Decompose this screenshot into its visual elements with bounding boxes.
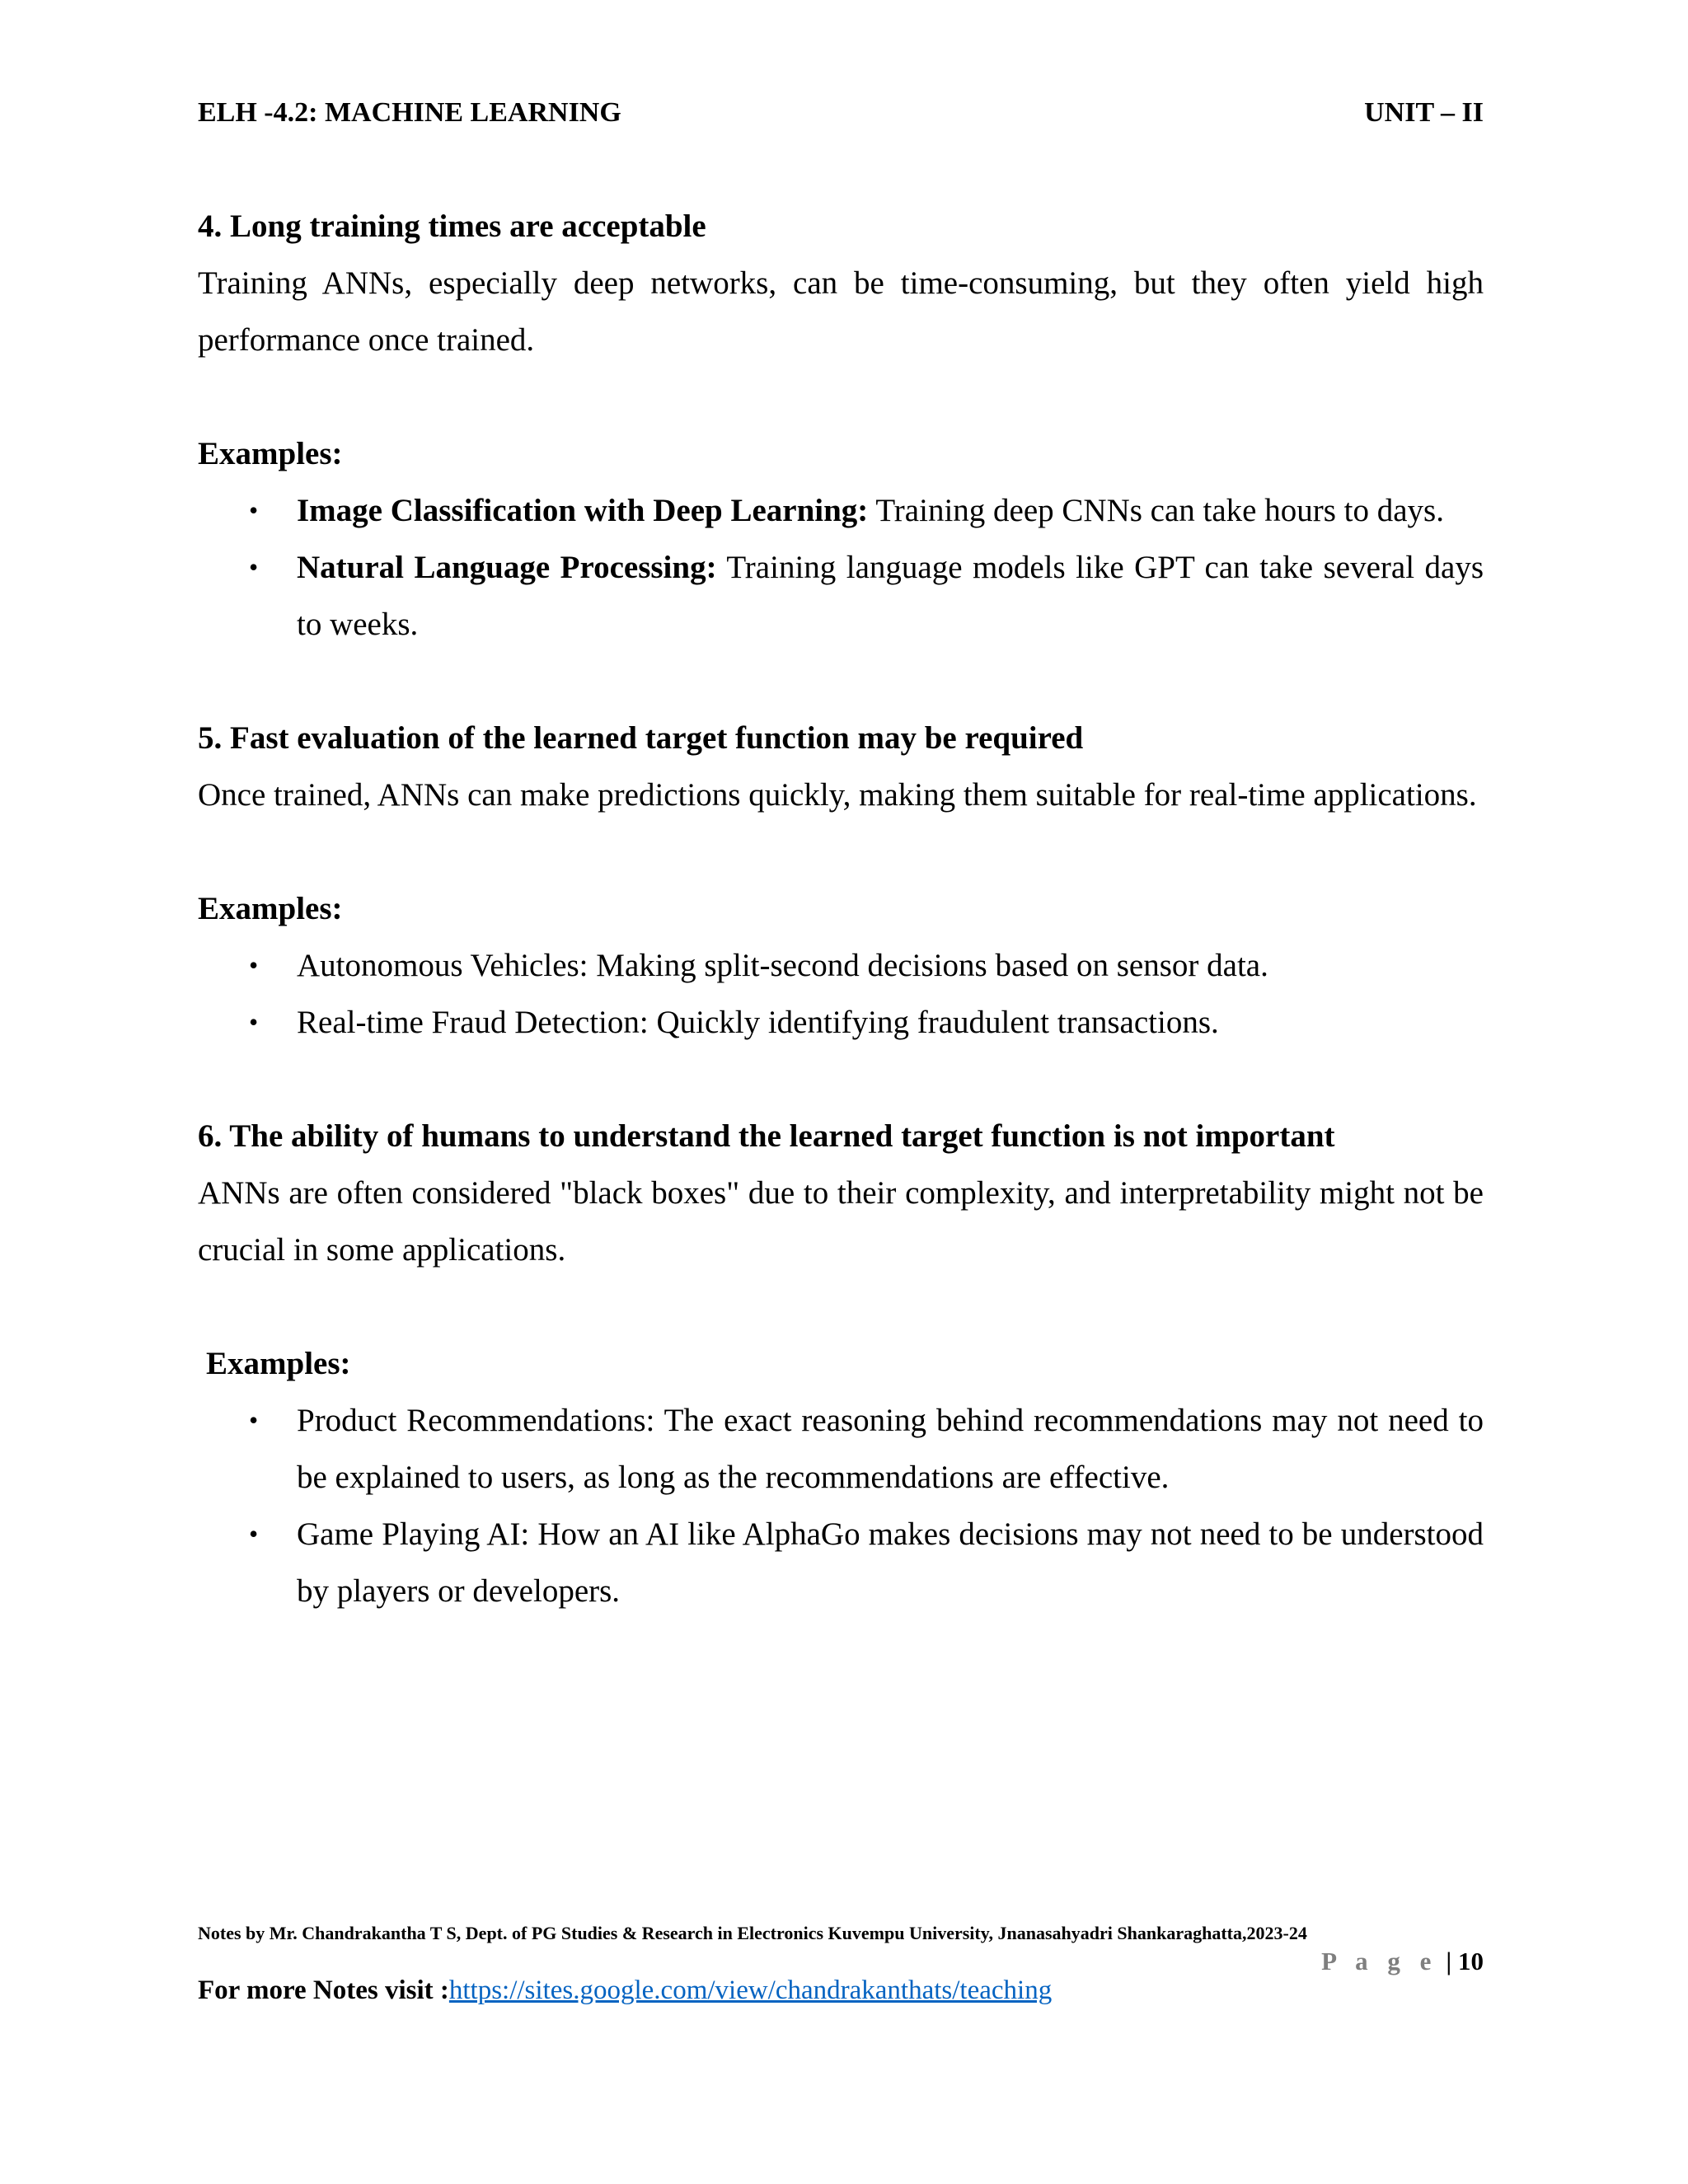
page-content xyxy=(198,198,1484,1619)
example-text: Product Recommendations: The exact reasoning behind recommendations may not need to be explained to users, as long as the recommendations are effective. xyxy=(297,1403,1484,1495)
bullet-icon: • xyxy=(249,950,259,980)
more-notes-line xyxy=(198,1975,1052,2006)
bullet-icon: • xyxy=(249,552,259,582)
example-bold: Natural Language Processing: xyxy=(297,550,717,585)
section-6-title: 6. The ability of humans to understand the learned target function is not important xyxy=(198,1118,1335,1154)
section-6-examples-list xyxy=(198,1392,1484,1619)
page-header xyxy=(198,97,1484,130)
section-4-body: Training ANNs, especially deep networks, can be time-consuming, but they often yield high performance once trained. xyxy=(198,265,1484,358)
list-item xyxy=(198,482,1484,539)
more-notes-label: For more Notes visit : xyxy=(198,1975,449,2005)
page-number-value: 10 xyxy=(1458,1947,1484,1975)
example-text: Training deep CNNs can take hours to days. xyxy=(868,493,1444,528)
list-item xyxy=(198,937,1484,994)
section-4-examples-list xyxy=(198,482,1484,653)
bullet-icon: • xyxy=(249,495,259,525)
section-5-body: Once trained, ANNs can make predictions quickly, making them suitable for real-time applications. xyxy=(198,777,1477,813)
section-4-title: 4. Long training times are acceptable xyxy=(198,209,706,244)
notes-link[interactable]: https://sites.google.com/view/chandrakanthats/teaching xyxy=(448,1975,1053,2005)
list-item xyxy=(198,1506,1484,1619)
list-item xyxy=(198,539,1484,653)
section-5-title: 5. Fast evaluation of the learned target function may be required xyxy=(198,720,1084,756)
unit-label: UNIT – II xyxy=(1364,97,1484,128)
bullet-icon: • xyxy=(249,1519,259,1549)
course-title: ELH -4.2: MACHINE LEARNING xyxy=(198,97,621,128)
section-4-examples-label: Examples: xyxy=(198,436,343,471)
bullet-icon: • xyxy=(249,1007,259,1037)
page-word: P a g e xyxy=(1321,1947,1438,1975)
section-6-examples-label: Examples: xyxy=(206,1346,351,1381)
example-text: Autonomous Vehicles: Making split-second decisions based on sensor data. xyxy=(297,948,1268,983)
section-5-examples-label: Examples: xyxy=(198,891,343,926)
section-6-body: ANNs are often considered "black boxes" due to their complexity, and interpretability might not be crucial in some applications. xyxy=(198,1175,1484,1268)
example-text: Game Playing AI: How an AI like AlphaGo makes decisions may not need to be understood by players or developers. xyxy=(297,1516,1484,1609)
bullet-icon: • xyxy=(249,1405,259,1435)
page-separator: | xyxy=(1446,1947,1452,1975)
section-5-examples-list xyxy=(198,937,1484,1051)
footer-note: Notes by Mr. Chandrakantha T S, Dept. of PG Studies & Research in Electronics Kuvempu University, Jnanasahyadri Shankaraghatta,2023-24 xyxy=(198,1923,1307,1943)
list-item xyxy=(198,994,1484,1051)
example-text: Training language models like GPT can take several days to weeks. xyxy=(297,550,1484,642)
example-text: Real-time Fraud Detection: Quickly identifying fraudulent transactions. xyxy=(297,1005,1219,1040)
example-bold: Image Classification with Deep Learning: xyxy=(297,493,869,528)
list-item xyxy=(198,1392,1484,1506)
page-number xyxy=(1321,1947,1484,1976)
